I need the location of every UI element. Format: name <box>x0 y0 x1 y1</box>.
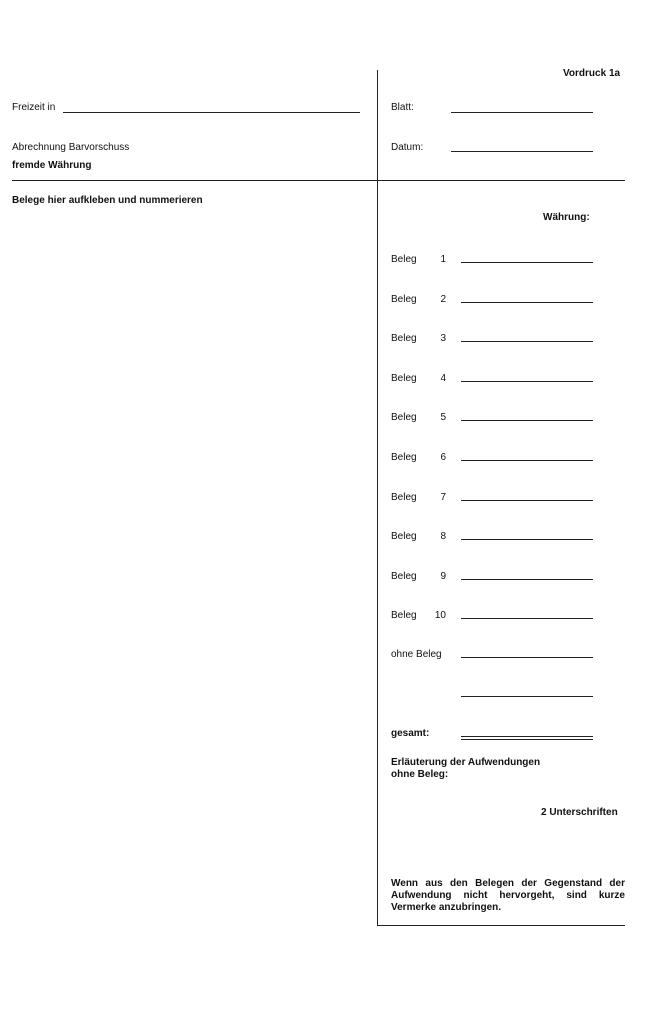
waehrung-subtitle: fremde Währung <box>12 160 92 171</box>
column-divider <box>377 70 378 925</box>
freizeit-label: Freizeit in <box>12 102 56 113</box>
erlaeuterung-line2: ohne Beleg: <box>391 769 449 780</box>
beleg-amount-field[interactable] <box>461 302 593 303</box>
blatt-field[interactable] <box>451 112 593 113</box>
beleg-label: Beleg <box>391 492 417 503</box>
beleg-amount-field[interactable] <box>461 262 593 263</box>
beleg-label: Beleg <box>391 333 417 344</box>
beleg-number: 8 <box>440 531 446 542</box>
beleg-amount-field[interactable] <box>461 579 593 580</box>
beleg-amount-field[interactable] <box>461 420 593 421</box>
unterschriften-label: 2 Unterschriften <box>541 807 618 818</box>
bottom-rule <box>377 925 625 926</box>
datum-label: Datum: <box>391 142 424 153</box>
beleg-number: 2 <box>440 294 446 305</box>
beleg-amount-field[interactable] <box>461 381 593 382</box>
currency-header: Währung: <box>543 212 590 223</box>
beleg-amount-field[interactable] <box>461 500 593 501</box>
abrechnung-label: Abrechnung Barvorschuss <box>12 142 130 153</box>
gesamt-field[interactable] <box>461 736 593 740</box>
beleg-number: 4 <box>440 373 446 384</box>
form-id: Vordruck 1a <box>563 68 621 79</box>
beleg-label: Beleg <box>391 610 417 621</box>
beleg-label: Beleg <box>391 294 417 305</box>
beleg-amount-field[interactable] <box>461 341 593 342</box>
beleg-number: 5 <box>440 412 446 423</box>
datum-field[interactable] <box>451 151 593 152</box>
beleg-label: Beleg <box>391 531 417 542</box>
ohne-beleg-label: ohne Beleg <box>391 649 442 660</box>
beleg-number: 9 <box>440 571 446 582</box>
beleg-number: 3 <box>440 333 446 344</box>
beleg-amount-field[interactable] <box>461 539 593 540</box>
ohne-beleg-extra-field[interactable] <box>461 696 593 697</box>
freizeit-field[interactable] <box>63 112 360 113</box>
footer-note: Wenn aus den Belegen der Gegenstand der Aufwendung nicht hervorgeht, sind kurze Vermerke anzubringen. <box>391 878 625 913</box>
beleg-amount-field[interactable] <box>461 460 593 461</box>
beleg-number: 1 <box>440 254 446 265</box>
blatt-label: Blatt: <box>391 102 414 113</box>
belege-instruction: Belege hier aufkleben und nummerieren <box>12 195 203 206</box>
beleg-number: 7 <box>440 492 446 503</box>
gesamt-label: gesamt: <box>391 728 430 739</box>
beleg-label: Beleg <box>391 571 417 582</box>
erlaeuterung-line1: Erläuterung der Aufwendungen <box>391 757 541 768</box>
beleg-number: 10 <box>434 610 446 621</box>
beleg-label: Beleg <box>391 452 417 463</box>
ohne-beleg-field[interactable] <box>461 657 593 658</box>
beleg-label: Beleg <box>391 412 417 423</box>
beleg-label: Beleg <box>391 373 417 384</box>
beleg-label: Beleg <box>391 254 417 265</box>
beleg-amount-field[interactable] <box>461 618 593 619</box>
header-separator <box>12 180 625 181</box>
beleg-number: 6 <box>440 452 446 463</box>
